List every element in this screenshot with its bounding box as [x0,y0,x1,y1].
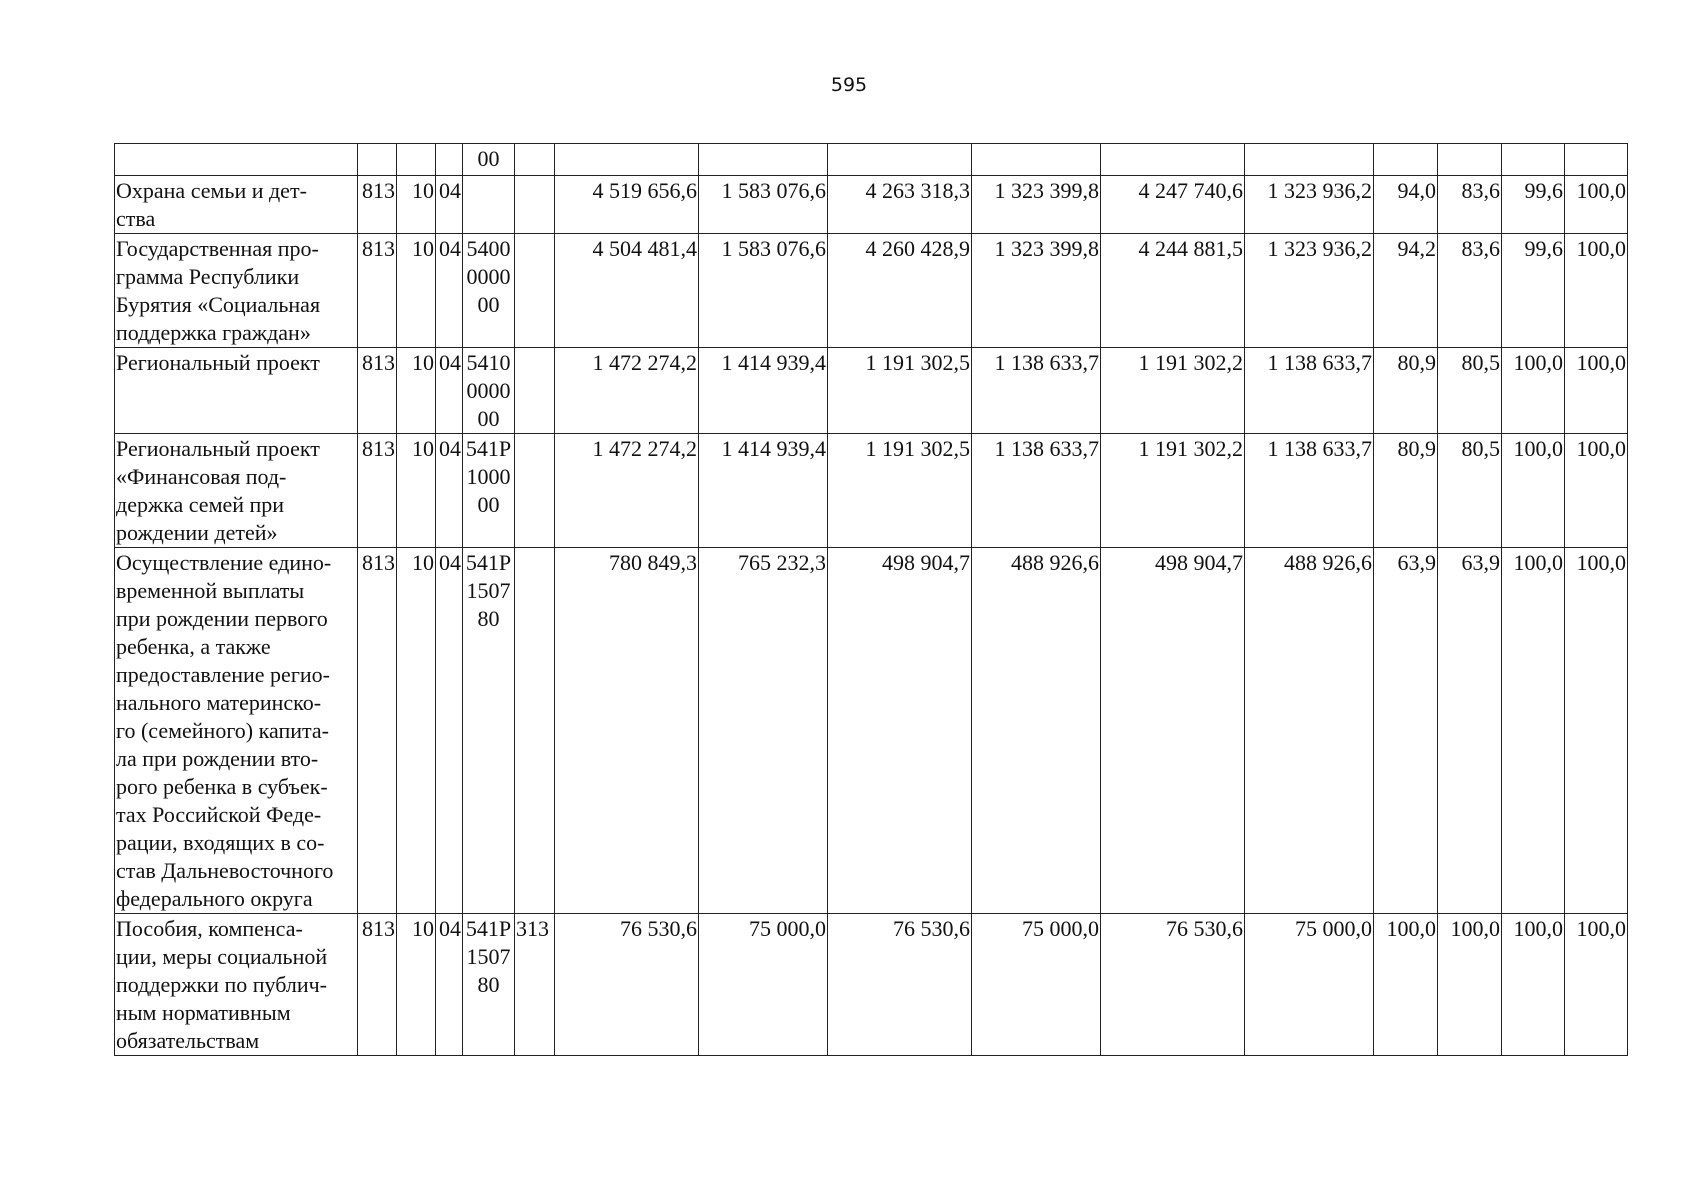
amount-cell: 4 247 740,6 [1101,176,1245,234]
subsection-code-cell: 04 [436,176,463,234]
percent-cell: 100,0 [1565,914,1628,1056]
target-article-cell [463,176,515,234]
amount-cell: 4 244 881,5 [1101,234,1245,348]
amount-cell: 1 323 399,8 [972,234,1101,348]
percent-cell: 80,5 [1438,348,1502,434]
table-row [115,144,1628,176]
amount-cell: 1 414 939,4 [699,434,828,548]
expense-type-cell [515,234,555,348]
amount-cell: 1 191 302,5 [828,348,972,434]
expense-type-cell [515,348,555,434]
amount-cell: 4 519 656,6 [555,176,699,234]
ved-code-cell: 813 [358,914,397,1056]
row-name-cell: Охрана семьи и дет- ства [115,176,358,234]
amount-cell [1245,144,1374,176]
percent-cell: 63,9 [1438,548,1502,914]
amount-cell: 1 472 274,2 [555,348,699,434]
table-row [115,548,1628,914]
amount-cell: 1 191 302,5 [828,434,972,548]
amount-cell: 765 232,3 [699,548,828,914]
target-article-cell: 5400 0000 00 [463,234,515,348]
percent-cell: 100,0 [1565,176,1628,234]
target-article-cell: 00 [463,144,515,176]
amount-cell: 75 000,0 [972,914,1101,1056]
row-name-cell [115,144,358,176]
amount-cell: 4 263 318,3 [828,176,972,234]
amount-cell [972,144,1101,176]
percent-cell: 100,0 [1502,348,1565,434]
amount-cell: 4 504 481,4 [555,234,699,348]
percent-cell: 100,0 [1565,234,1628,348]
table-row [115,434,1628,548]
section-code-cell: 10 [397,548,436,914]
expense-type-cell [515,176,555,234]
row-name-cell: Государственная про- грамма Республики Бурятия «Социальная поддержка граждан» [115,234,358,348]
ved-code-cell: 813 [358,548,397,914]
amount-cell: 1 323 399,8 [972,176,1101,234]
amount-cell: 75 000,0 [1245,914,1374,1056]
section-code-cell: 10 [397,348,436,434]
amount-cell: 498 904,7 [828,548,972,914]
amount-cell: 4 260 428,9 [828,234,972,348]
ved-code-cell: 813 [358,234,397,348]
percent-cell [1502,144,1565,176]
target-article-cell: 5410 0000 00 [463,348,515,434]
amount-cell: 780 849,3 [555,548,699,914]
section-code-cell: 10 [397,234,436,348]
amount-cell: 76 530,6 [1101,914,1245,1056]
amount-cell: 75 000,0 [699,914,828,1056]
percent-cell: 99,6 [1502,234,1565,348]
subsection-code-cell: 04 [436,234,463,348]
row-name-cell: Региональный проект «Финансовая под- держка семей при рождении детей» [115,434,358,548]
target-article-cell: 541P 1000 00 [463,434,515,548]
percent-cell [1438,144,1502,176]
amount-cell: 1 414 939,4 [699,348,828,434]
amount-cell: 1 138 633,7 [972,348,1101,434]
budget-table [114,143,1628,1056]
percent-cell: 99,6 [1502,176,1565,234]
amount-cell: 1 191 302,2 [1101,348,1245,434]
ved-code-cell [358,144,397,176]
amount-cell [699,144,828,176]
ved-code-cell: 813 [358,434,397,548]
section-code-cell: 10 [397,176,436,234]
ved-code-cell: 813 [358,348,397,434]
expense-type-cell [515,548,555,914]
amount-cell: 1 323 936,2 [1245,234,1374,348]
amount-cell: 488 926,6 [972,548,1101,914]
percent-cell: 100,0 [1502,914,1565,1056]
percent-cell [1565,144,1628,176]
ved-code-cell: 813 [358,176,397,234]
amount-cell: 1 583 076,6 [699,176,828,234]
table-row [115,348,1628,434]
amount-cell: 1 138 633,7 [972,434,1101,548]
amount-cell: 1 583 076,6 [699,234,828,348]
percent-cell: 80,9 [1374,348,1438,434]
target-article-cell: 541P 1507 80 [463,548,515,914]
page-number: 595 [830,74,868,96]
percent-cell: 94,0 [1374,176,1438,234]
amount-cell: 1 323 936,2 [1245,176,1374,234]
section-code-cell: 10 [397,434,436,548]
percent-cell: 100,0 [1438,914,1502,1056]
subsection-code-cell: 04 [436,434,463,548]
table-row [115,176,1628,234]
subsection-code-cell [436,144,463,176]
row-name-cell: Региональный проект [115,348,358,434]
row-name-cell: Пособия, компенса- ции, меры социальной поддержки по публич- ным нормативным обязательствам [115,914,358,1056]
subsection-code-cell: 04 [436,348,463,434]
amount-cell: 76 530,6 [828,914,972,1056]
expense-type-cell: 313 [515,914,555,1056]
percent-cell: 100,0 [1565,548,1628,914]
row-name-cell: Осуществление едино- временной выплаты при рождении первого ребенка, а также предоставление регио- нального материнско- го (семейного) капита- ла при рождении вто- рого ребенка в субъек- тах Российской Феде- рации, входящих в со- став Дальневосточного федерального округа [115,548,358,914]
amount-cell: 1 138 633,7 [1245,434,1374,548]
amount-cell [828,144,972,176]
percent-cell: 100,0 [1502,548,1565,914]
amount-cell: 1 472 274,2 [555,434,699,548]
amount-cell [1101,144,1245,176]
amount-cell: 1 138 633,7 [1245,348,1374,434]
percent-cell: 100,0 [1565,434,1628,548]
percent-cell: 100,0 [1565,348,1628,434]
subsection-code-cell: 04 [436,914,463,1056]
percent-cell: 83,6 [1438,176,1502,234]
percent-cell: 94,2 [1374,234,1438,348]
table-row [115,914,1628,1056]
section-code-cell: 10 [397,914,436,1056]
expense-type-cell [515,434,555,548]
amount-cell: 76 530,6 [555,914,699,1056]
percent-cell: 83,6 [1438,234,1502,348]
section-code-cell [397,144,436,176]
expense-type-cell [515,144,555,176]
percent-cell [1374,144,1438,176]
percent-cell: 100,0 [1374,914,1438,1056]
amount-cell: 1 191 302,2 [1101,434,1245,548]
amount-cell: 498 904,7 [1101,548,1245,914]
percent-cell: 100,0 [1502,434,1565,548]
percent-cell: 80,9 [1374,434,1438,548]
amount-cell [555,144,699,176]
table-row [115,234,1628,348]
percent-cell: 80,5 [1438,434,1502,548]
target-article-cell: 541P 1507 80 [463,914,515,1056]
amount-cell: 488 926,6 [1245,548,1374,914]
subsection-code-cell: 04 [436,548,463,914]
percent-cell: 63,9 [1374,548,1438,914]
